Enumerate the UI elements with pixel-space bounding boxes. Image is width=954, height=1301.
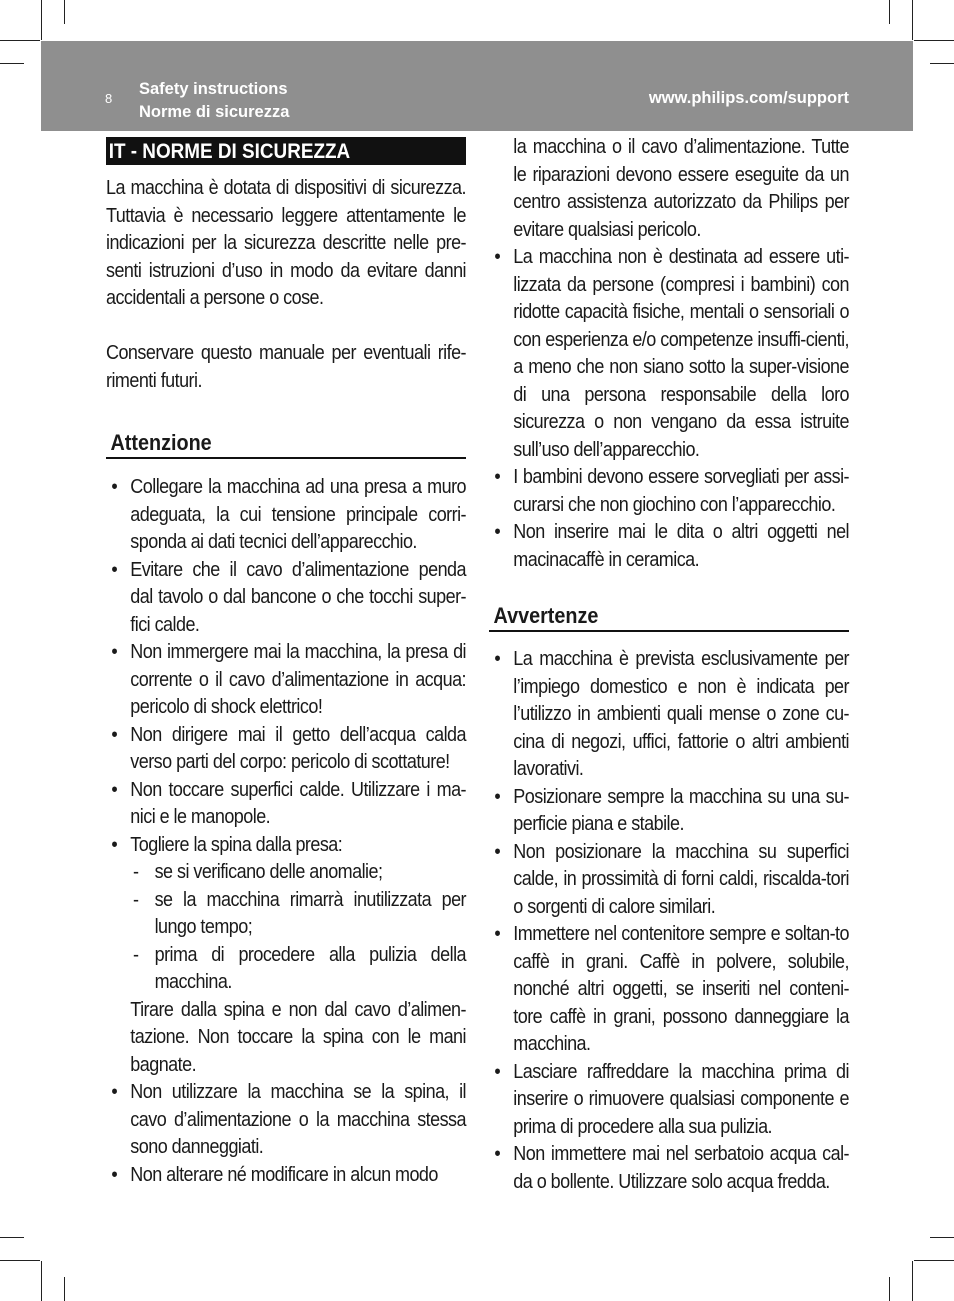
crop-mark [889, 0, 890, 24]
intro-paragraph: Conservare questo manuale per eventuali rife-rimenti futuri. [106, 342, 466, 392]
list-item: • Evitare che il cavo d’alimentazione penda dal tavolo o dal bancone o che tocchi super-fici calde. [106, 557, 466, 640]
list-item: • Lasciare raffreddare la macchina prima di inserire o rimuovere qualsiasi componente e prima di procedere alla sua pulizia. [489, 1059, 849, 1142]
crop-mark [914, 40, 954, 41]
right-column [489, 134, 849, 1196]
header-bar [41, 41, 913, 131]
list-item: • Non inserire mai le dita o altri oggetti nel macinacaffè in ceramica. [489, 519, 849, 574]
list-item: • Non immergere mai la macchina, la presa di corrente o il cavo d’alimentazione in acqua: pericolo di shock elettrico! [106, 639, 466, 722]
crop-mark [0, 63, 24, 64]
list-item: • La macchina è prevista esclusivamente per l’impiego domestico e non è indicata per l’utilizzo in ambienti quali mense o zone cu-cina di negozi, uffici, fattorie o altri ambienti lavorativi. [489, 646, 849, 784]
header-titles [139, 78, 289, 124]
continued-paragraph: la macchina o il cavo d’alimentazione. Tutte le riparazioni devono essere eseguite da un centro assistenza autorizzato da Philips per evitare qualsiasi pericolo. [513, 136, 849, 241]
sub-list-item: - prima di procedere alla pulizia della macchina. [106, 942, 466, 997]
avvertenze-list [489, 646, 849, 1196]
crop-mark [889, 1277, 890, 1301]
list-item: • La macchina non è destinata ad essere uti-lizzata da persone (compresi i bambini) con ridotte capacità fisiche, mentali o sensoriali o con esperienza e/o competenze insuffi-cienti, a meno che non siano sotto la super-visione di una persona responsabile della loro sicurezza o non vengano da essa istruite sull’uso dell’apparecchio. [489, 244, 849, 464]
attenzione-list-right [489, 244, 849, 574]
crop-mark [64, 0, 65, 24]
crop-mark [912, 1261, 913, 1301]
list-item: • Non posizionare la macchina su superfici calde, in prossimità di forni caldi, riscalda-tori o sorgenti di calore similari. [489, 839, 849, 922]
crop-mark [0, 1237, 24, 1238]
list-item: • Togliere la spina dalla presa: [106, 832, 466, 860]
left-column [106, 137, 466, 1189]
crop-mark [912, 0, 913, 40]
crop-mark [41, 1261, 42, 1301]
list-item: • Non dirigere mai il getto dell’acqua calda verso parti del corpo: pericolo di scottature! [106, 722, 466, 777]
crop-mark [914, 1260, 954, 1261]
sub-list-item: - se si verificano delle anomalie; [106, 859, 466, 887]
section-title-avvertenze: Avvertenze [489, 602, 849, 632]
header-title-en: Safety instructions [139, 80, 288, 98]
list-item: • Non utilizzare la macchina se la spina, il cavo d’alimentazione o la macchina stessa sono danneggiati. [106, 1079, 466, 1162]
plug-note: Tirare dalla spina e non dal cavo d’alimen-tazione. Non toccare la spina con le mani bagnate. [130, 998, 467, 1076]
crop-mark [0, 1260, 40, 1261]
list-item: • I bambini devono essere sorvegliati per assi-curarsi che non giochino con l’apparecchio. [489, 464, 849, 519]
page-title: IT - NORME DI SICUREZZA [106, 137, 466, 165]
attenzione-list [106, 474, 466, 997]
crop-mark [0, 40, 40, 41]
list-item: • Posizionare sempre la macchina su una su-perficie piana e stabile. [489, 784, 849, 839]
list-item: • Non alterare né modificare in alcun modo [106, 1162, 466, 1190]
crop-mark [930, 1237, 954, 1238]
section-title-attenzione: Attenzione [106, 429, 466, 459]
page-number: 8 [105, 91, 113, 106]
list-item: • Non toccare superfici calde. Utilizzare i ma-nici e le manopole. [106, 777, 466, 832]
list-item: • Non immettere mai nel serbatoio acqua cal-da o bollente. Utilizzare solo acqua fredda. [489, 1141, 849, 1196]
list-item: • Collegare la macchina ad una presa a muro adeguata, la cui tensione principale corri-sponda ai dati tecnici dell’apparecchio. [106, 474, 466, 557]
crop-mark [930, 63, 954, 64]
list-item: • Immettere nel contenitore sempre e soltan-to caffè in grani. Caffè in polvere, solubile, nonché altri oggetti, se inseriti nel conteni-tore caffè in grani, possono danneggiare la macchina. [489, 921, 849, 1059]
support-url[interactable]: www.philips.com/support [648, 89, 849, 107]
intro-paragraph: La macchina è dotata di dispositivi di sicurezza. Tuttavia è necessario leggere attentamente le indicazioni per la sicurezza descritte nelle pre-senti istruzioni d’uso in modo da evitare danni accidentali a persone o cose. [106, 177, 466, 309]
header-title-it: Norme di sicurezza [139, 103, 290, 121]
crop-mark [64, 1277, 65, 1301]
crop-mark [41, 0, 42, 40]
attenzione-list-continued [106, 1079, 466, 1189]
sub-list-item: - se la macchina rimarrà inutilizzata per lungo tempo; [106, 887, 466, 942]
